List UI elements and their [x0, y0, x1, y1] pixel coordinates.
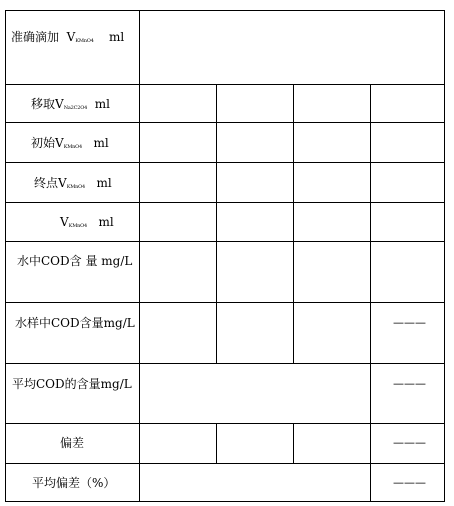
row-label-cod-in-water: 水中COD含 量 mg/L	[17, 254, 133, 268]
dash-placeholder: ———	[393, 377, 426, 390]
dash-placeholder: ———	[393, 436, 426, 449]
dash-placeholder: ———	[393, 476, 426, 489]
dash-placeholder: ———	[393, 316, 426, 329]
row-label-endpoint-volume: 终点$V_{KMnO4}$ ml	[34, 176, 112, 190]
row-label-titration-volume: 准确滴加 $V_{KMnO4}$ ml	[11, 30, 125, 44]
row-label-consumed-volume: $V_{KMnO4}$ ml	[60, 215, 114, 229]
row-label-average-deviation: 平均偏差（%）	[32, 476, 116, 490]
row-label-pipette-volume: 移取$V_{Na2C2O4}$ ml	[31, 97, 110, 111]
row-label-cod-in-sample: 水样中COD含量mg/L	[15, 316, 135, 330]
row-label-deviation: 偏差	[60, 436, 85, 450]
row-label-initial-volume: 初始$V_{KMnO4}$ ml	[31, 136, 109, 150]
row-label-average-cod: 平均COD的含量mg/L	[12, 377, 132, 391]
